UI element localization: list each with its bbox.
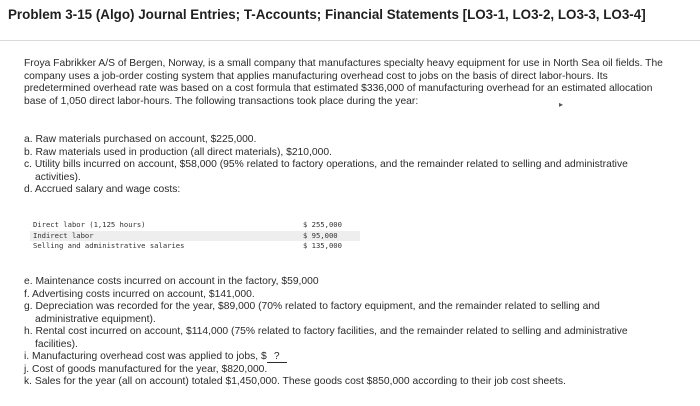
transaction-i: i. Manufacturing overhead cost was applied to jobs, $ ? — [24, 351, 684, 364]
wage-label: Direct labor (1,125 hours) — [33, 220, 146, 229]
wage-row-direct-labor — [30, 220, 360, 231]
cursor-caret-icon: ▸ — [559, 100, 564, 109]
transaction-list-part1 — [24, 134, 684, 197]
wage-row-selling-admin — [30, 241, 360, 252]
wage-amount: $ 135,000 — [303, 241, 342, 250]
transaction-k: k. Sales for the year (all on account) totaled $1,450,000. These goods cost $850,000 according to their job cost sheets. — [24, 376, 566, 387]
transaction-j: j. Cost of goods manufactured for the year, $820,000. — [24, 363, 268, 375]
transaction-list-part2 — [24, 276, 684, 389]
transaction-e: e. Maintenance costs incurred on account in the factory, $59,000 — [24, 276, 319, 287]
transaction-g: g. Depreciation was recorded for the year, $89,000 (70% related to factory equipment, and the remainder related to selling and administrative equipment). — [24, 301, 600, 325]
transaction-f: f. Advertising costs incurred on account, $141,000. — [24, 288, 255, 300]
wage-label: Indirect labor — [33, 230, 94, 240]
problem-title: Problem 3-15 (Algo) Journal Entries; T-Accounts; Financial Statements [LO3-1, LO3-2, LO3-3, LO3-4] — [8, 7, 646, 22]
transaction-h: h. Rental cost incurred on account, $114,000 (75% related to factory facilities, and the remainder related to selling and administrative facilities). — [24, 326, 628, 350]
problem-intro: Froya Fabrikker A/S of Bergen, Norway, is a small company that manufactures specialty heavy equipment for use in North Sea oil fields. The company uses a job-order costing system that applies manufacturing overhead cost to jobs on the basis of direct labor-hours. Its predetermined overhead rate was based on a cost formula that estimated $336,000 of manufacturing overhead for an estimated allocation base of 1,050 direct labor-hours. The following transactions took place during the year: — [24, 58, 663, 107]
transaction-b: b. Raw materials used in production (all direct materials), $210,000. — [24, 146, 332, 158]
title-divider — [0, 40, 700, 41]
wage-label: Selling and administrative salaries — [33, 241, 185, 250]
wage-cost-table — [30, 220, 360, 252]
transaction-d: d. Accrued salary and wage costs: — [24, 184, 181, 195]
overhead-applied-blank: ? — [267, 352, 287, 363]
wage-amount: $ 255,000 — [303, 220, 342, 229]
transaction-c: c. Utility bills incurred on account, $58,000 (95% related to factory operations, and the remainder related to selling and administrative activities). — [24, 159, 628, 183]
wage-row-indirect-labor — [30, 231, 360, 242]
wage-amount: $ 95,000 — [303, 230, 338, 240]
transaction-a: a. Raw materials purchased on account, $225,000. — [24, 134, 257, 145]
